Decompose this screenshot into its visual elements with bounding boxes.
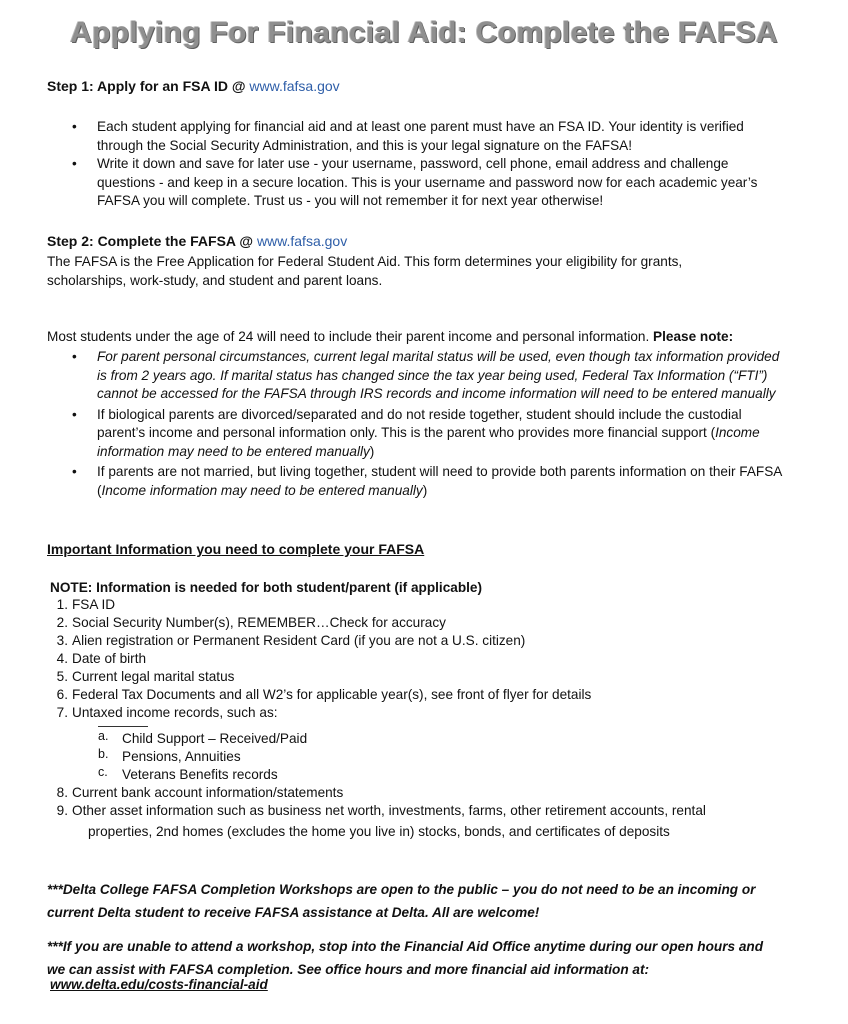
step2-heading bbox=[47, 233, 347, 249]
list-item bbox=[47, 463, 787, 500]
list-item bbox=[52, 632, 812, 650]
parent-info-intro-text: Most students under the age of 24 will need to include their parent income and personal information. bbox=[47, 329, 654, 344]
bullet-icon: • bbox=[72, 156, 77, 171]
parent-bullet-end: ) bbox=[422, 482, 428, 498]
bullet-icon: • bbox=[72, 464, 77, 479]
step1-heading-text: Step 1: Apply for an FSA ID @ bbox=[47, 78, 250, 94]
footer-line: ***Delta College FAFSA Completion Workshops are open to the public – you do not need to be an incoming or bbox=[47, 882, 756, 897]
please-note-label: Please note: bbox=[653, 329, 734, 344]
list-item bbox=[47, 406, 787, 462]
important-heading: Important Information you need to complete your FAFSA bbox=[47, 541, 425, 557]
sub-text: Pensions, Annuities bbox=[122, 749, 241, 764]
list-item bbox=[47, 348, 787, 404]
item-number: 6. bbox=[56, 687, 68, 702]
untaxed-sublist bbox=[98, 730, 307, 784]
important-list bbox=[52, 596, 812, 722]
item-number: 7. bbox=[56, 705, 68, 720]
item9-continuation: properties, 2nd homes (excludes the home you live in) stocks, bonds, and certificates of deposits bbox=[88, 824, 670, 839]
list-item bbox=[52, 704, 812, 722]
item-number: 4. bbox=[56, 651, 68, 666]
parent-bullet-italic: Income information may need to be entered manually bbox=[97, 425, 760, 459]
list-item bbox=[47, 118, 787, 155]
page-title: Applying For Financial Aid: Complete the FAFSA bbox=[70, 16, 778, 49]
bullet-icon: • bbox=[72, 406, 77, 422]
important-note: NOTE: Information is needed for both student/parent (if applicable) bbox=[50, 580, 482, 595]
step1-bullet-text: Each student applying for financial aid and at least one parent must have an FSA ID. Your identity is verified through the Social Security Administration, and this is your legal signature on the FAFSA! bbox=[97, 119, 744, 153]
footer-line: we can assist with FAFSA completion. See office hours and more financial aid information at: bbox=[47, 962, 650, 977]
item-number: 9. bbox=[56, 803, 68, 818]
footer-workshops bbox=[47, 878, 827, 924]
parent-bullet-text: For parent personal circumstances, current legal marital status will be used, even though tax information provided is from 2 years ago. If marital status has changed since the tax year being used, Federal Tax Information (“FTI”) cannot be accessed for the FAFSA through IRS records and income information will need to be entered manually bbox=[97, 349, 780, 401]
list-item bbox=[52, 802, 812, 820]
item-text: Other asset information such as business net worth, investments, farms, other retirement accounts, rental bbox=[72, 803, 706, 818]
item-number: 3. bbox=[56, 633, 68, 648]
item-number: 8. bbox=[56, 785, 68, 800]
step2-heading-text: Step 2: Complete the FAFSA @ bbox=[47, 233, 257, 249]
sub-letter: b. bbox=[98, 747, 109, 761]
step1-fafsa-link[interactable]: www.fafsa.gov bbox=[249, 78, 340, 94]
footer-line: current Delta student to receive FAFSA assistance at Delta. All are welcome! bbox=[47, 905, 540, 920]
parent-bullet-text: If parents are not married, but living together, student will need to provide both parents information on their FAFSA ( bbox=[97, 464, 782, 498]
item-text: Current bank account information/statements bbox=[72, 785, 344, 800]
bullet-icon: • bbox=[72, 119, 77, 134]
item-text: FSA ID bbox=[72, 597, 116, 612]
list-item bbox=[52, 686, 812, 704]
parent-bullet-text: If biological parents are divorced/separated and do not reside together, student should include the custodial parent’s income and personal information only. This is the parent who provides more financial support ( bbox=[97, 406, 742, 440]
step1-heading bbox=[47, 78, 340, 94]
item-text: Date of birth bbox=[72, 651, 147, 666]
step1-bullets bbox=[47, 118, 787, 211]
delta-financial-aid-link[interactable]: www.delta.edu/costs-financial-aid bbox=[50, 977, 268, 992]
list-item bbox=[47, 155, 787, 211]
parent-bullet-end: ) bbox=[369, 443, 375, 459]
sub-letter: c. bbox=[98, 765, 108, 779]
item-number: 5. bbox=[56, 669, 68, 684]
parent-info-bullets bbox=[47, 348, 787, 500]
list-item bbox=[98, 748, 307, 766]
item-text: Current legal marital status bbox=[72, 669, 235, 684]
item-text: Federal Tax Documents and all W2’s for applicable year(s), see front of flyer for details bbox=[72, 687, 592, 702]
footer-line: ***If you are unable to attend a workshop, stop into the Financial Aid Office anytime during our open hours and bbox=[47, 939, 764, 954]
parent-bullet-italic: Income information may need to be entered manually bbox=[101, 482, 423, 498]
item-text: Alien registration or Permanent Resident Card (if you are not a U.S. citizen) bbox=[72, 633, 526, 648]
item-number: 1. bbox=[56, 597, 68, 612]
sub-text: Veterans Benefits records bbox=[122, 767, 278, 782]
list-item bbox=[52, 650, 812, 668]
sub-letter: a. bbox=[98, 729, 109, 743]
parent-info-intro bbox=[47, 328, 817, 347]
item-number: 2. bbox=[56, 615, 68, 630]
step1-bullet-text: Write it down and save for later use - your username, password, cell phone, email address and challenge questions - and keep in a secure location. This is your username and password now for each academic year’s FAFSA you will complete. Trust us - you will not remember it for next year otherwise! bbox=[97, 156, 758, 208]
step2-description: The FAFSA is the Free Application for Federal Student Aid. This form determines your eligibility for grants, scholarships, work-study, and student and parent loans. bbox=[47, 254, 683, 288]
item-text: Social Security Number(s), REMEMBER…Check for accuracy bbox=[72, 615, 446, 630]
list-item bbox=[98, 730, 307, 748]
bullet-icon: • bbox=[72, 349, 77, 364]
list-item bbox=[98, 766, 307, 784]
sub-text: Child Support – Received/Paid bbox=[122, 731, 308, 746]
list-item bbox=[52, 614, 812, 632]
important-list-continued bbox=[52, 784, 812, 820]
list-item bbox=[52, 784, 812, 802]
list-item bbox=[52, 596, 812, 614]
step2-fafsa-link[interactable]: www.fafsa.gov bbox=[256, 233, 348, 249]
item-text: Untaxed income records, such as: bbox=[72, 705, 278, 720]
list-item bbox=[52, 668, 812, 686]
